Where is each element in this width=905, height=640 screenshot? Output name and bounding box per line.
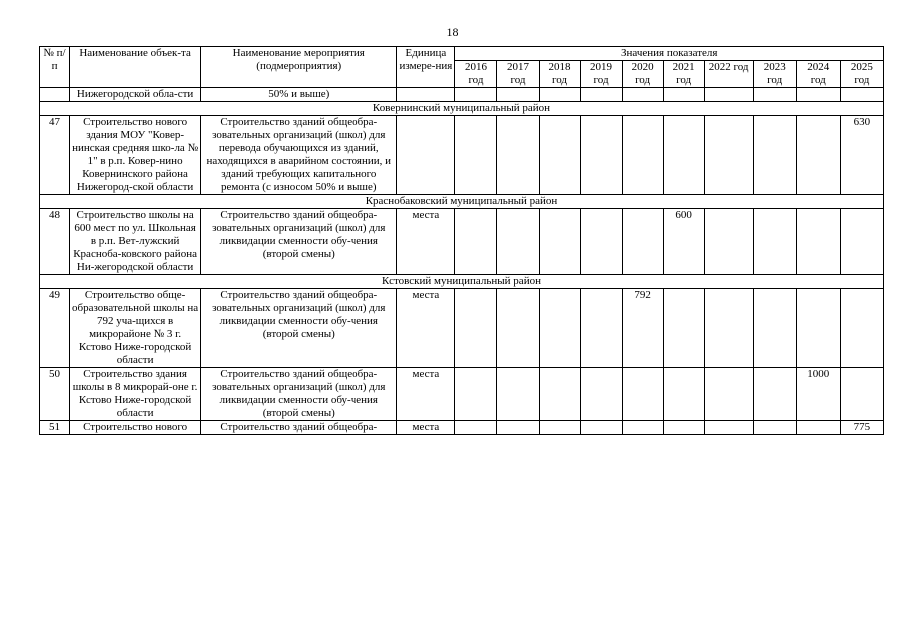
header-num: № п/п xyxy=(40,47,70,88)
year-value xyxy=(663,116,704,195)
year-value xyxy=(580,368,622,421)
year-value xyxy=(704,368,753,421)
year-value xyxy=(796,116,840,195)
district-row xyxy=(40,102,884,116)
year-value xyxy=(753,289,796,368)
indicator-table xyxy=(39,46,884,435)
unit-cell: места xyxy=(397,368,455,421)
year-value xyxy=(580,209,622,275)
object-name: Строительство нового здания МОУ "Ковер-нинская средняя шко-ла № 1" в р.п. Ковер-нино Ковернинского района Нижегород-ской области xyxy=(70,116,201,195)
header-year: 2019 год xyxy=(580,61,622,88)
district-row xyxy=(40,275,884,289)
header-year: 2024 год xyxy=(796,61,840,88)
object-name: Строительство обще-образовательной школы на 792 уча-щихся в микрорайоне № 3 г. Кстово Ниже-городской области xyxy=(70,289,201,368)
year-value xyxy=(663,88,704,102)
year-value xyxy=(663,289,704,368)
object-name: Нижегородской обла-сти xyxy=(70,88,201,102)
unit-cell: места xyxy=(397,421,455,435)
header-year: 2020 год xyxy=(622,61,663,88)
event-name: 50% и выше) xyxy=(201,88,397,102)
header-year: 2018 год xyxy=(539,61,580,88)
year-value xyxy=(455,289,497,368)
header-year: 2022 год xyxy=(704,61,753,88)
year-value xyxy=(580,116,622,195)
table-row xyxy=(40,421,884,435)
event-name: Строительство зданий общеобра-зовательных организаций (школ) для перевода обучающихся из зданий, находящихся в аварийном состоянии, и зданий требующих капитального ремонта (с износом 50% и выше) xyxy=(201,116,397,195)
page-number: 18 xyxy=(446,25,459,39)
district-row xyxy=(40,195,884,209)
year-value xyxy=(539,88,580,102)
year-value xyxy=(455,209,497,275)
district-label: Краснобаковский муниципальный район xyxy=(40,195,884,209)
row-number: 50 xyxy=(40,368,70,421)
year-value: 775 xyxy=(840,421,883,435)
year-value xyxy=(455,88,497,102)
year-value xyxy=(840,289,883,368)
year-value xyxy=(539,289,580,368)
header-values: Значения показателя xyxy=(455,47,884,61)
event-name: Строительство зданий общеобра-зовательных организаций (школ) для ликвидации сменности обу-чения (второй смены) xyxy=(201,289,397,368)
year-value: 630 xyxy=(840,116,883,195)
header-event: Наименование мероприятия (подмероприятия) xyxy=(201,47,397,88)
year-value xyxy=(796,88,840,102)
table-row xyxy=(40,88,884,102)
year-value xyxy=(704,116,753,195)
object-name: Строительство школы на 600 мест по ул. Школьная в р.п. Вет-лужский Красноба-ковского района Ни-жегородской области xyxy=(70,209,201,275)
year-value xyxy=(497,368,539,421)
table-row xyxy=(40,209,884,275)
year-value xyxy=(704,88,753,102)
header-year: 2017 год xyxy=(497,61,539,88)
header-year: 2023 год xyxy=(753,61,796,88)
year-value xyxy=(753,421,796,435)
unit-cell: места xyxy=(397,289,455,368)
header-year: 2016 год xyxy=(455,61,497,88)
year-value xyxy=(455,116,497,195)
year-value xyxy=(622,209,663,275)
table-body xyxy=(40,88,884,435)
row-number: 47 xyxy=(40,116,70,195)
year-value xyxy=(539,421,580,435)
year-value xyxy=(663,368,704,421)
year-value xyxy=(580,289,622,368)
year-value: 1000 xyxy=(796,368,840,421)
unit-cell xyxy=(397,116,455,195)
year-value xyxy=(622,368,663,421)
year-value xyxy=(497,421,539,435)
table-row xyxy=(40,116,884,195)
year-value xyxy=(622,88,663,102)
unit-cell: места xyxy=(397,209,455,275)
year-value xyxy=(539,116,580,195)
header-object: Наименование объек-та xyxy=(70,47,201,88)
year-value xyxy=(497,116,539,195)
row-number: 49 xyxy=(40,289,70,368)
year-value: 600 xyxy=(663,209,704,275)
district-label: Ковернинский муниципальный район xyxy=(40,102,884,116)
year-value xyxy=(753,88,796,102)
year-value xyxy=(753,368,796,421)
year-value xyxy=(704,209,753,275)
year-value xyxy=(796,209,840,275)
year-value xyxy=(622,421,663,435)
year-value xyxy=(753,116,796,195)
year-value xyxy=(497,209,539,275)
year-value xyxy=(796,421,840,435)
year-value xyxy=(840,209,883,275)
year-value xyxy=(622,116,663,195)
row-number: 51 xyxy=(40,421,70,435)
unit-cell xyxy=(397,88,455,102)
year-value xyxy=(796,289,840,368)
year-value xyxy=(840,88,883,102)
year-value xyxy=(753,209,796,275)
table-row xyxy=(40,368,884,421)
district-label: Кстовский муниципальный район xyxy=(40,275,884,289)
year-value xyxy=(455,368,497,421)
year-value: 792 xyxy=(622,289,663,368)
year-value xyxy=(663,421,704,435)
year-value xyxy=(539,209,580,275)
header-unit: Единица измере-ния xyxy=(397,47,455,88)
year-value xyxy=(580,421,622,435)
year-value xyxy=(455,421,497,435)
header-year: 2025 год xyxy=(840,61,883,88)
year-value xyxy=(539,368,580,421)
row-number: 48 xyxy=(40,209,70,275)
event-name: Строительство зданий общеобра-зовательных организаций (школ) для ликвидации сменности обу-чения (второй смены) xyxy=(201,368,397,421)
year-value xyxy=(497,289,539,368)
event-name: Строительство зданий общеобра-зовательных организаций (школ) для ликвидации сменности обу-чения (второй смены) xyxy=(201,209,397,275)
header-year: 2021 год xyxy=(663,61,704,88)
header-row xyxy=(40,47,884,61)
year-value xyxy=(704,421,753,435)
year-value xyxy=(580,88,622,102)
table-row xyxy=(40,289,884,368)
year-value xyxy=(497,88,539,102)
year-value xyxy=(704,289,753,368)
year-value xyxy=(840,368,883,421)
event-name: Строительство зданий общеобра- xyxy=(201,421,397,435)
object-name: Строительство здания школы в 8 микрорай-оне г. Кстово Ниже-городской области xyxy=(70,368,201,421)
object-name: Строительство нового xyxy=(70,421,201,435)
row-number xyxy=(40,88,70,102)
